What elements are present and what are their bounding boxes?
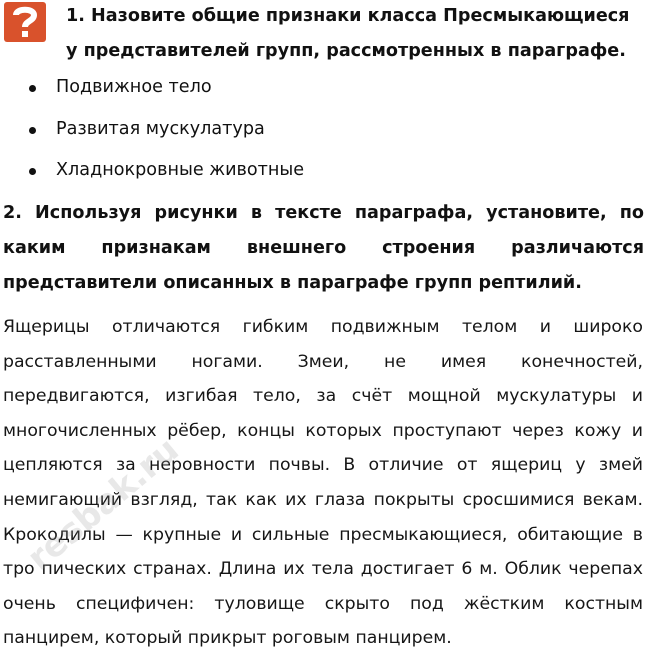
list-item-label: Хладнокровные животные: [56, 160, 305, 180]
question-logo-icon: [4, 2, 46, 42]
bullet-icon: [29, 85, 36, 92]
list-item-label: Подвижное тело: [56, 77, 212, 97]
bullet-icon: [29, 168, 36, 175]
question-2-title: 2. Используя рисунки в тексте параграфа, установите, по каким признакам внешнего строения различаются представители описанных в параграфе групп рептилий.: [3, 203, 644, 293]
bullet-icon: [29, 127, 36, 134]
list-item-label: Развитая мускулатура: [56, 118, 265, 139]
list-item: [0, 109, 304, 151]
list-item: [0, 150, 304, 192]
list-item: [0, 67, 304, 109]
question-2-answer: Ящерицы отличаются гибким подвижным телом и широко расставленными ногами. Змеи, не имея конечностей, передвигаются, изгибая тело, за счёт мощной мускулатуры и многочисленных рёбер, концы которых проступают через кожу и цепляются за неровности почвы. В отличие от ящериц у змей немигающий взгляд, так как их глаза покрыты сросшимися векам. Крокодилы — крупные и сильные пресмыкающиеся, обитающие в тро пических странах. Длина их тела достигает 6 м. Облик черепах очень специфичен: туловище скрыто под жёстким костным панцирем, который прикрыт роговым панцирем.: [3, 317, 643, 649]
common-features-list: [0, 67, 304, 192]
question-1-title: 1. Назовите общие признаки класса Пресмыкающиеся у представителей групп, рассмотренных в параграфе.: [66, 6, 630, 61]
watermark: resbak.ru: [20, 429, 187, 579]
